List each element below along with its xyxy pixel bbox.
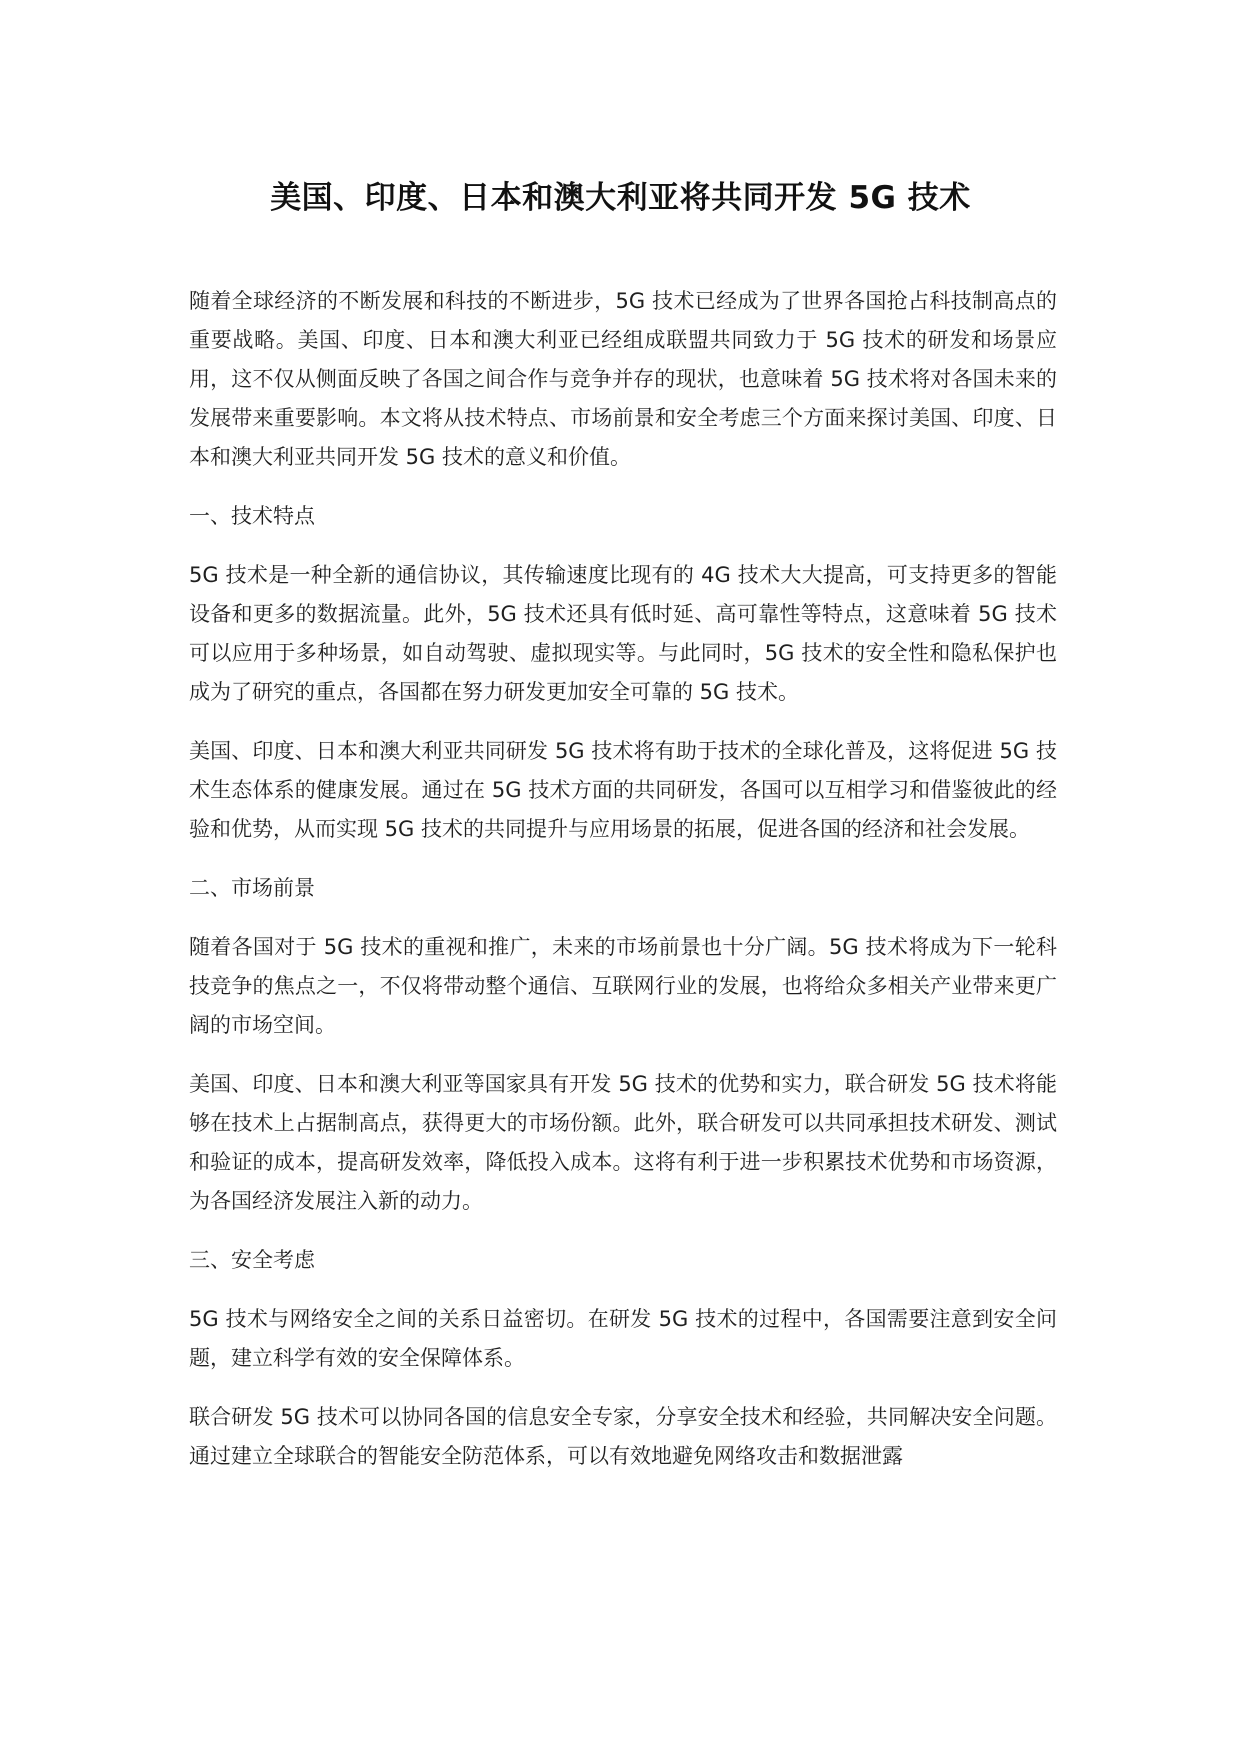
document-body (189, 282, 1057, 1496)
document-title: 美国、印度、日本和澳大利亚将共同开发 5G 技术 (270, 180, 971, 216)
paragraph-tech-2: 美国、印度、日本和澳大利亚共同研发 5G 技术将有助于技术的全球化普及，这将促进 5G 技术生态体系的健康发展。通过在 5G 技术方面的共同研发，各国可以互相学习和借鉴彼此的经验和优势，从而实现 5G 技术的共同提升与应用场景的拓展，促进各国的经济和社会发展。 (189, 739, 1057, 841)
paragraph-market-2: 美国、印度、日本和澳大利亚等国家具有开发 5G 技术的优势和实力，联合研发 5G 技术将能够在技术上占据制高点，获得更大的市场份额。此外，联合研发可以共同承担技术研发、测试和验证的成本，提高研发效率，降低投入成本。这将有利于进一步积累技术优势和市场资源，为各国经济发展注入新的动力。 (189, 1072, 1057, 1213)
paragraph-intro: 随着全球经济的不断发展和科技的不断进步，5G 技术已经成为了世界各国抢占科技制高点的重要战略。美国、印度、日本和澳大利亚已经组成联盟共同致力于 5G 技术的研发和场景应用，这不仅从侧面反映了各国之间合作与竞争并存的现状，也意味着 5G 技术将对各国未来的发展带来重要影响。本文将从技术特点、市场前景和安全考虑三个方面来探讨美国、印度、日本和澳大利亚共同开发 5G 技术的意义和价值。 (189, 289, 1057, 469)
paragraph-security-1: 5G 技术与网络安全之间的关系日益密切。在研发 5G 技术的过程中，各国需要注意到安全问题，建立科学有效的安全保障体系。 (189, 1307, 1057, 1370)
paragraph-tech-1: 5G 技术是一种全新的通信协议，其传输速度比现有的 4G 技术大大提高，可支持更多的智能设备和更多的数据流量。此外，5G 技术还具有低时延、高可靠性等特点，这意味着 5G 技术可以应用于多种场景，如自动驾驶、虚拟现实等。与此同时，5G 技术的安全性和隐私保护也成为了研究的重点，各国都在努力研发更加安全可靠的 5G 技术。 (189, 563, 1057, 704)
section-heading-security: 三、安全考虑 (189, 1248, 315, 1272)
paragraph-market-1: 随着各国对于 5G 技术的重视和推广，未来的市场前景也十分广阔。5G 技术将成为下一轮科技竞争的焦点之一，不仅将带动整个通信、互联网行业的发展，也将给众多相关产业带来更广阔的市场空间。 (189, 935, 1057, 1037)
paragraph-security-2: 联合研发 5G 技术可以协同各国的信息安全专家，分享安全技术和经验，共同解决安全问题。通过建立全球联合的智能安全防范体系，可以有效地避免网络攻击和数据泄露 (189, 1405, 1057, 1468)
section-heading-tech-features: 一、技术特点 (189, 504, 315, 528)
section-heading-market: 二、市场前景 (189, 876, 315, 900)
